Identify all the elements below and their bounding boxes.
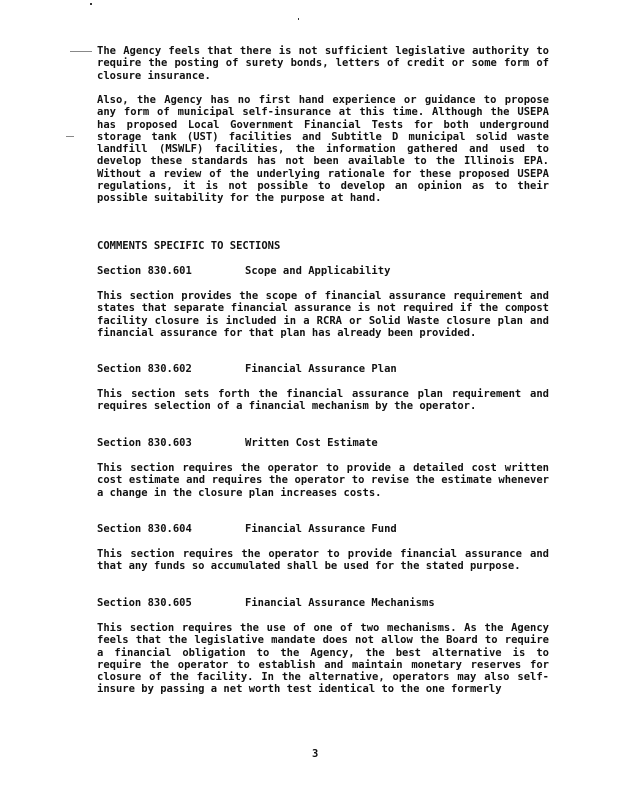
section-body-text: This section requires the use of one of two mechanisms. As the Agency feels that the legislative mandate does not allow the Board to require a financial obligation to the Agency, the best alternative is to require the operator to establish and maintain monetary reserves for closure of the facility. In the alternative, operators may also self-insure by passing a net worth test identical to the one formerly [97, 622, 549, 696]
scan-speck [70, 51, 92, 52]
section-body-text: This section requires the operator to provide a detailed cost written cost estimate and requires the operator to revise the estimate whenever a change in the closure plan increases costs. [97, 462, 549, 499]
section-number: Section 830.601 [97, 265, 192, 277]
section-body [97, 462, 549, 499]
section-body [97, 290, 549, 339]
section-number: Section 830.604 [97, 523, 192, 535]
section-heading [97, 523, 397, 535]
section-body [97, 622, 549, 696]
paragraph-text: Also, the Agency has no first hand experience or guidance to propose any form of municipal self-insurance at this time. Although the USEPA has proposed Local Government Financial Tests for both underground storage tank (UST) facilities and Subtitle D municipal solid waste landfill (MSWLF) facilities, the information gathered and used to develop these standards has not been available to the Illinois EPA. Without a review of the underlying rationale for these proposed USEPA regulations, it is not possible to develop an opinion as to their possible suitability for the purpose at hand. [97, 94, 549, 205]
section-number: Section 830.602 [97, 363, 192, 375]
section-heading [97, 363, 397, 375]
comments-heading: COMMENTS SPECIFIC TO SECTIONS [97, 240, 281, 252]
scan-speck [90, 3, 92, 5]
section-title: Financial Assurance Mechanisms [245, 597, 435, 609]
page-number: 3 [312, 748, 319, 760]
section-heading [97, 437, 378, 449]
paragraph-self-insurance [97, 94, 549, 205]
section-heading [97, 265, 390, 277]
section-title: Written Cost Estimate [245, 437, 378, 449]
section-number: Section 830.605 [97, 597, 192, 609]
section-number: Section 830.603 [97, 437, 192, 449]
section-title: Financial Assurance Plan [245, 363, 397, 375]
section-body-text: This section requires the operator to provide financial assurance and that any funds so accumulated shall be used for the stated purpose. [97, 548, 549, 573]
section-heading [97, 597, 435, 609]
section-title: Financial Assurance Fund [245, 523, 397, 535]
section-body-text: This section sets forth the financial assurance plan requirement and requires selection of a financial mechanism by the operator. [97, 388, 549, 413]
scan-speck [298, 18, 299, 20]
section-title: Scope and Applicability [245, 265, 391, 277]
section-body [97, 548, 549, 573]
section-body-text: This section provides the scope of financial assurance requirement and states that separate financial assurance is not required if the compost facility closure is included in a RCRA or Solid Waste closure plan and financial assurance for that plan has already been provided. [97, 290, 549, 339]
paragraph-agency-authority [97, 45, 549, 82]
paragraph-text: The Agency feels that there is not sufficient legislative authority to require the posting of surety bonds, letters of credit or some form of closure insurance. [97, 45, 549, 82]
section-body [97, 388, 549, 413]
scan-speck [66, 136, 74, 137]
